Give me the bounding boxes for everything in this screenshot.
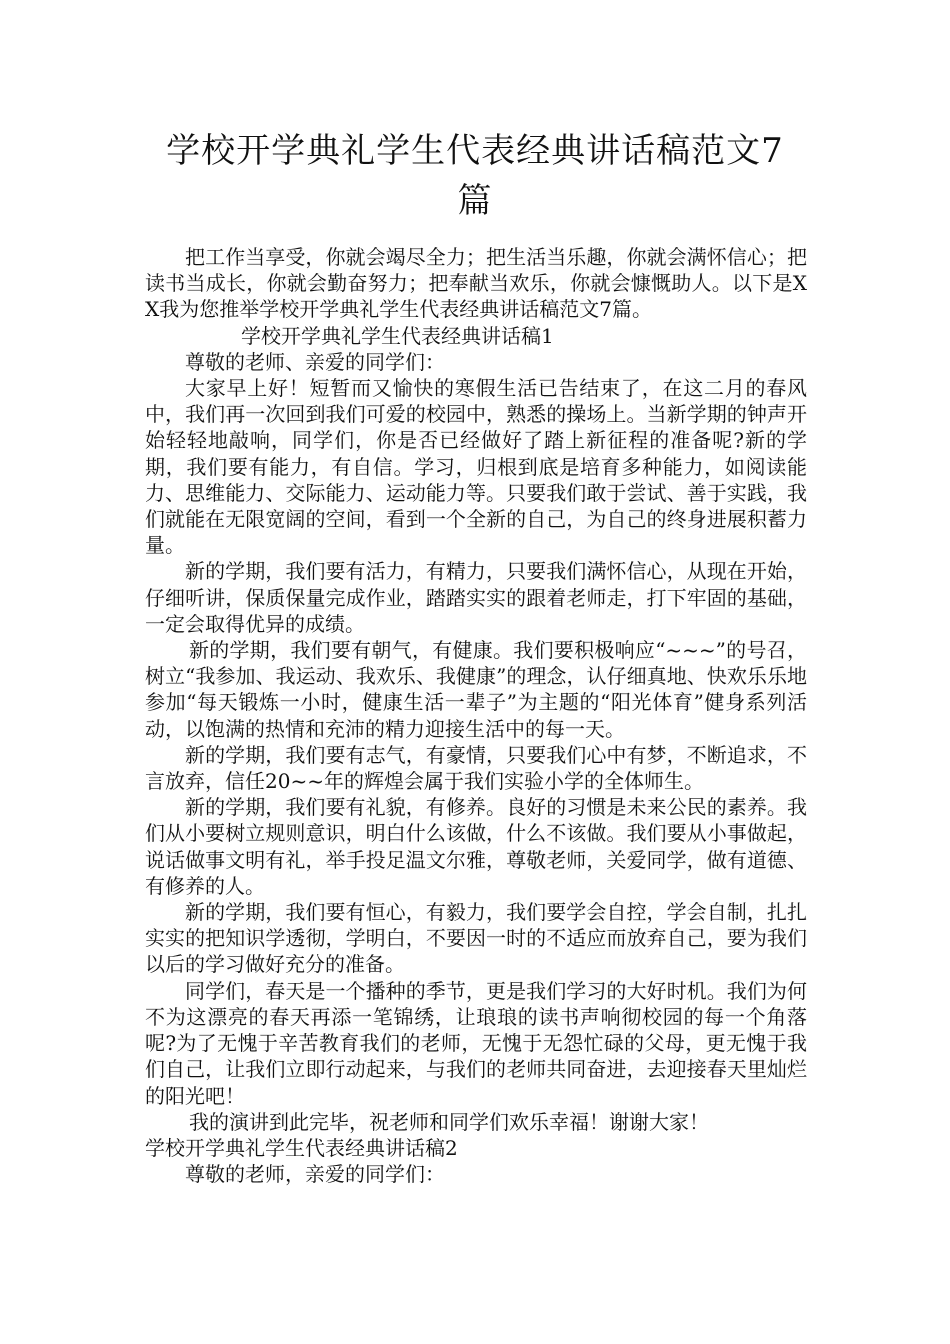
body-paragraph: 新的学期，我们要有朝气，有健康。我们要积极响应“~~~”的号召，树立“我参加、我运动、我欢乐、我健康”的理念，认仔细真地、快欢乐乐地参加“每天锻炼一小时，健康生活一辈子”为主题的“阳光体育”健身系列活动，以饱满的热情和充沛的精力迎接生活中的每一天。 (145, 638, 807, 741)
document-body (145, 244, 807, 1187)
body-paragraph: 把工作当享受，你就会竭尽全力；把生活当乐趣，你就会满怀信心；把读书当成长，你就会勤奋努力；把奉献当欢乐，你就会慷慨助人。以下是XX我为您推举学校开学典礼学生代表经典讲话稿范文7篇。 (145, 245, 807, 322)
body-paragraph: 我的演讲到此完毕，祝老师和同学们欢乐幸福！谢谢大家！ (189, 1109, 709, 1134)
body-paragraph: 尊敬的老师、亲爱的同学们： (185, 349, 445, 374)
section-heading: 学校开学典礼学生代表经典讲话稿2 (145, 1135, 458, 1160)
body-paragraph: 新的学期，我们要有活力，有精力，只要我们满怀信心，从现在开始，仔细听讲，保质保量完成作业，踏踏实实的跟着老师走，打下牢固的基础，一定会取得优异的成绩。 (145, 559, 807, 636)
body-paragraph: 新的学期，我们要有志气，有豪情，只要我们心中有梦，不断追求，不言放弃，信任20~~年的辉煌会属于我们实验小学的全体师生。 (145, 742, 807, 794)
body-paragraph: 尊敬的老师，亲爱的同学们： (185, 1162, 445, 1187)
body-paragraph: 新的学期，我们要有恒心，有毅力，我们要学会自控，学会自制，扎扎实实的把知识学透彻，学明白，不要因一时的不适应而放弃自己，要为我们以后的学习做好充分的准备。 (145, 900, 807, 977)
body-paragraph: 大家早上好！短暂而又愉快的寒假生活已告结束了，在这二月的春风中，我们再一次回到我们可爱的校园中，熟悉的操场上。当新学期的钟声开始轻轻地敲响，同学们，你是否已经做好了踏上新征程的准备呢?新的学期，我们要有能力，有自信。学习，归根到底是培育多种能力，如阅读能力、思维能力、交际能力、运动能力等。只要我们敢于尝试、善于实践，我们就能在无限宽阔的空间，看到一个全新的自己，为自己的终身进展积蓄力量。 (145, 376, 807, 558)
body-paragraph: 同学们，春天是一个播种的季节，更是我们学习的大好时机。我们为何不为这漂亮的春天再添一笔锦绣，让琅琅的读书声响彻校园的每一个角落呢?为了无愧于辛苦教育我们的老师，无愧于无怨忙碌的父母，更无愧于我们自己，让我们立即行动起来，与我们的老师共同奋进，去迎接春天里灿烂的阳光吧！ (145, 978, 807, 1108)
section-heading: 学校开学典礼学生代表经典讲话稿1 (241, 323, 554, 348)
document-title: 学校开学典礼学生代表经典讲话稿范文7篇 (166, 131, 784, 221)
body-paragraph: 新的学期，我们要有礼貌，有修养。良好的习惯是未来公民的素养。我们从小要树立规则意识，明白什么该做，什么不该做。我们要从小事做起，说话做事文明有礼，举手投足温文尔雅，尊敬老师，关爱同学，做有道德、有修养的人。 (145, 795, 807, 898)
